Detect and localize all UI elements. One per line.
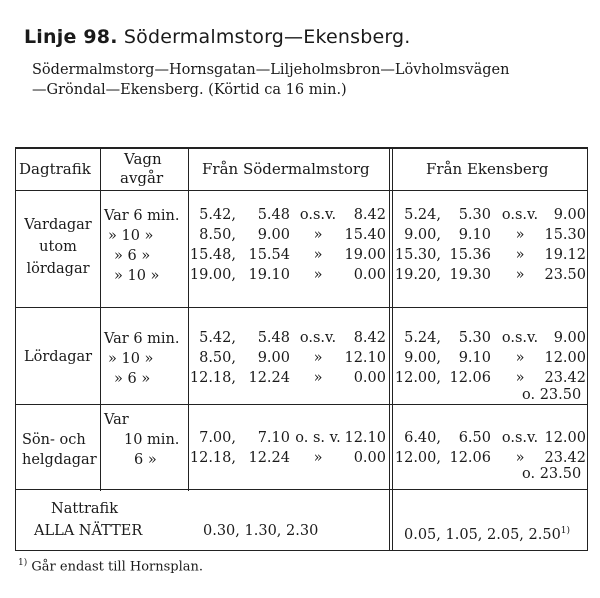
- vardagar-soder-r1-c0: 8.50,: [199, 227, 236, 243]
- table-bottom-rule: [15, 550, 588, 551]
- helg-soder-r1-c2: »: [313, 450, 323, 466]
- helg-soder-r0-c1: 7.10: [257, 430, 290, 446]
- natt-label-1: Nattrafik: [51, 501, 119, 517]
- lordagar-soder-r2-c1: 12.24: [248, 370, 290, 386]
- route-name: Södermalmstorg—Ekensberg.: [123, 26, 411, 48]
- vardagar-ekens-r1-c0: 9.00,: [404, 227, 441, 243]
- vardagar-ekens-r1-c2: »: [515, 227, 525, 243]
- table-left-border: [15, 147, 16, 551]
- vardagar-soder-r2-c3: 19.00: [344, 247, 386, 263]
- footnote-mark: 1): [18, 558, 28, 568]
- helg-soder-r1-c1: 12.24: [248, 450, 290, 466]
- vardagar-soder-r3-c2: »: [313, 267, 323, 283]
- route-line-1: Södermalmstorg—Hornsgatan—Liljeholmsbron—Lövholmsvägen: [32, 62, 510, 78]
- vardagar-ekens-r2-c1: 15.36: [449, 247, 491, 263]
- vardagar-ekens-r0-c1: 5.30: [458, 207, 491, 223]
- helg-freq: Var 10 min. 6 »: [104, 412, 180, 468]
- lordagar-soder-r0-c0: 5.42,: [199, 330, 236, 346]
- vardagar-ekens-r1-c3: 15.30: [544, 227, 586, 243]
- natt-soder: 0.30, 1.30, 2.30: [203, 523, 319, 539]
- lordagar-ekens-r0-c2: o.s.v.: [501, 330, 539, 346]
- vardagar-ekens-r0-c0: 5.24,: [404, 207, 441, 223]
- vardagar-freq: Var 6 min. » 10 » » 6 » » 10 »: [104, 208, 180, 284]
- page-title: [24, 26, 411, 48]
- natt-ekens: 0.05, 1.05, 2.05, 2.50$^{1)}$: [404, 526, 571, 543]
- lordagar-label: Lördagar: [24, 349, 93, 365]
- lordagar-ekens-r2-c0: 12.00,: [394, 370, 441, 386]
- helg-soder-r0-c2: o. s. v.: [295, 430, 341, 446]
- lordagar-ekens-r1-c3: 12.00: [544, 350, 586, 366]
- header-avgar: avgår: [120, 169, 164, 187]
- helg-soder-r0-c3: 12.10: [344, 430, 386, 446]
- lordagar-ekens-r0-c1: 5.30: [458, 330, 491, 346]
- header-vagn: Vagn: [124, 150, 162, 168]
- helg-soder-r0-c0: 7.00,: [199, 430, 236, 446]
- lordagar-ekens-r1-c2: »: [515, 350, 525, 366]
- lordagar-soder-r2-c0: 12.18,: [189, 370, 236, 386]
- vardagar-soder-r0-c3: 8.42: [353, 207, 386, 223]
- lordagar-soder-r1-c0: 8.50,: [199, 350, 236, 366]
- helg-ekens-r0-c2: o.s.v.: [501, 430, 539, 446]
- helg-soder-r1-c0: 12.18,: [189, 450, 236, 466]
- lordagar-ekens-r1-c0: 9.00,: [404, 350, 441, 366]
- helg-ekens-r0-c3: 12.00: [544, 430, 586, 446]
- vardagar-soder-r3-c0: 19.00,: [189, 267, 236, 283]
- col-divider-1: [100, 147, 101, 491]
- helg-ekens-r1-c1: 12.06: [449, 450, 491, 466]
- footnote-text: Går endast till Hornsplan.: [31, 559, 204, 575]
- vardagar-ekens-r3-c0: 19.20,: [394, 267, 441, 283]
- vardagar-soder-r0-c1: 5.48: [257, 207, 290, 223]
- vardagar-soder-r1-c3: 15.40: [344, 227, 386, 243]
- lordagar-soder-r0-c1: 5.48: [257, 330, 290, 346]
- route-line-2: —Gröndal—Ekensberg. (Körtid ca 16 min.): [32, 82, 347, 98]
- lordagar-ekens-r0-c3: 9.00: [553, 330, 586, 346]
- line-number: Linje 98.: [24, 26, 118, 48]
- lordagar-ekens-r0-c0: 5.24,: [404, 330, 441, 346]
- col-divider-3b: [392, 147, 393, 551]
- helg-ekens-r0-c1: 6.50: [458, 430, 491, 446]
- lordagar-freq: Var 6 min. » 10 » » 6 »: [104, 331, 180, 387]
- natt-note-mark: 1): [560, 526, 571, 536]
- header-from-ekens: Från Ekensberg: [426, 160, 549, 178]
- lordagar-soder-r1-c2: »: [313, 350, 323, 366]
- vardagar-soder-r2-c1: 15.54: [248, 247, 290, 263]
- vardagar-ekens-r3-c3: 23.50: [544, 267, 586, 283]
- lordagar-extra: o. 23.50: [522, 387, 582, 403]
- lordagar-ekens-r1-c1: 9.10: [458, 350, 491, 366]
- lordagar-soder-r0-c2: o.s.v.: [299, 330, 337, 346]
- helg-label: Sön- och helgdagar: [22, 432, 97, 468]
- vardagar-ekens-r0-c3: 9.00: [553, 207, 586, 223]
- vardagar-ekens-r2-c3: 19.12: [544, 247, 586, 263]
- lordagar-soder-r2-c3: 0.00: [353, 370, 386, 386]
- vardagar-soder-r2-c2: »: [313, 247, 323, 263]
- helg-ekens-r1-c2: »: [515, 450, 525, 466]
- col-divider-2: [188, 147, 189, 491]
- helg-ekens-r1-c3: 23.42: [544, 450, 586, 466]
- vardagar-soder-r3-c3: 0.00: [353, 267, 386, 283]
- vardagar-ekens-r1-c1: 9.10: [458, 227, 491, 243]
- vardagar-ekens-r3-c2: »: [515, 267, 525, 283]
- table-right-border: [587, 147, 588, 551]
- lordagar-ekens-r2-c3: 23.42: [544, 370, 586, 386]
- helg-ekens-r1-c0: 12.00,: [394, 450, 441, 466]
- route-description: [32, 60, 582, 100]
- vardagar-label: Vardagar utom lördagar: [24, 217, 92, 277]
- lordagar-soder-r2-c2: »: [313, 370, 323, 386]
- vardagar-soder-r0-c0: 5.42,: [199, 207, 236, 223]
- natt-label-2: ALLA NÄTTER: [34, 523, 143, 539]
- vardagar-soder-r2-c0: 15.48,: [189, 247, 236, 263]
- lordagar-soder-r1-c3: 12.10: [344, 350, 386, 366]
- helg-extra: o. 23.50: [522, 466, 582, 482]
- lordagar-ekens-r2-c2: »: [515, 370, 525, 386]
- vardagar-ekens-r2-c2: »: [515, 247, 525, 263]
- vardagar-soder-r1-c2: »: [313, 227, 323, 243]
- vardagar-soder-r1-c1: 9.00: [257, 227, 290, 243]
- lordagar-soder-r0-c3: 8.42: [353, 330, 386, 346]
- vardagar-soder-r3-c1: 19.10: [248, 267, 290, 283]
- lordagar-soder-r1-c1: 9.00: [257, 350, 290, 366]
- col-divider-3a: [389, 147, 390, 551]
- vardagar-ekens-r3-c1: 19.30: [449, 267, 491, 283]
- vardagar-ekens-r0-c2: o.s.v.: [501, 207, 539, 223]
- vardagar-soder-r0-c2: o.s.v.: [299, 207, 337, 223]
- header-from-soder: Från Södermalmstorg: [202, 160, 370, 178]
- helg-ekens-r0-c0: 6.40,: [404, 430, 441, 446]
- footnote: [18, 558, 203, 574]
- lordagar-ekens-r2-c1: 12.06: [449, 370, 491, 386]
- helg-soder-r1-c3: 0.00: [353, 450, 386, 466]
- header-dagtrafik: Dagtrafik: [19, 160, 91, 178]
- vardagar-ekens-r2-c0: 15.30,: [394, 247, 441, 263]
